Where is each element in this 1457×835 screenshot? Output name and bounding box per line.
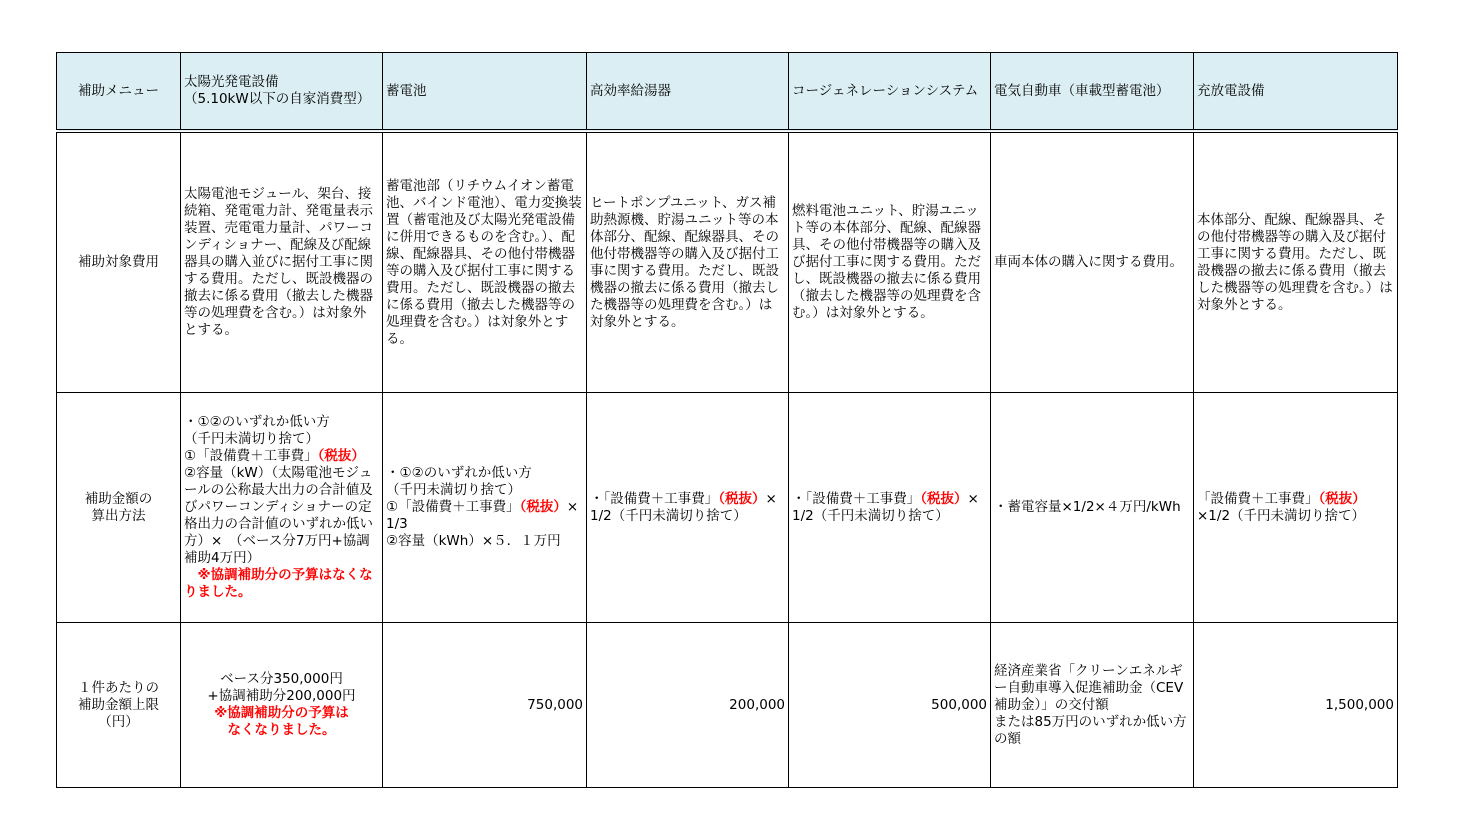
cell-max-water-heater: 200,000 [587,623,789,788]
calc-solar-p3a: ①「設備費＋工事費」 [184,448,318,464]
row-label-target-costs: 補助対象費用 [57,131,181,393]
calc-water-c: ×1/2（千円未満切り捨て） [590,490,777,524]
cell-calc-battery [383,393,587,623]
row-label-max-line2: 補助金額上限 [78,696,159,713]
table-row-target-costs [57,131,1398,393]
calc-cogen-c: ×1/2（千円未満切り捨て） [792,490,979,524]
max-solar-note1: ※協調補助分の予算は [214,705,349,721]
header-solar [181,53,383,132]
header-water-heater: 高効率給湯器 [587,53,789,132]
calc-solar-budget-note: ※協調補助分の予算はなくなりました。 [184,567,373,600]
calc-charger-a: 「設備費＋工事費」 [1197,490,1319,507]
header-row [57,53,1398,132]
calc-battery-tax-note: （税抜） [519,499,567,515]
calc-battery-p3c: ×1/3 [386,499,579,532]
header-solar-subtitle: （5.10kW以下の自家消費型） [184,91,371,107]
header-menu: 補助メニュー [57,53,181,132]
cell-target-charger: 本体部分、配線、配線器具、その他付帯機器等の購入及び据付工事に関する費用。ただし、既設機器の撤去に係る費用（撤去した機器等の処理費を含む。）は対象外とする。 [1194,131,1398,393]
calc-solar-p2: （千円未満切り捨て） [184,431,319,447]
calc-cogen-tax-note: （税抜） [920,490,968,507]
calc-charger-tax-note: （税抜） [1318,490,1366,507]
header-charger: 充放電設備 [1194,53,1398,132]
max-ev-l2: または85万円のいずれか低い方の額 [994,713,1187,747]
header-ev: 電気自動車（車載型蓄電池） [991,53,1194,132]
header-solar-title: 太陽光発電設備 [184,74,279,90]
calc-battery-p3a: ①「設備費＋工事費」 [386,499,520,515]
cell-calc-ev: ・蓄電容量×1/2×４万円/kWh [991,393,1194,623]
calc-solar-tax-note: （税抜） [317,448,365,464]
max-solar-note2: なくなりました。 [227,722,336,738]
max-solar-coop: +協調補助分200,000円 [207,688,356,704]
row-label-calc-line2: 算出方法 [91,507,146,524]
header-cogeneration: コージェネレーションシステム [789,53,991,132]
cell-target-solar: 太陽電池モジュール、架台、接続箱、発電電力計、発電量表示装置、売電電力量計、パワーコンディショナー、配線及び配線器具の購入並びに据付工事に関する費用。ただし、既設機器の撤去に係る費用（撤去した機器等の処理費を含む。）は対象外とする。 [181,131,383,393]
subsidy-table [56,52,1398,788]
cell-calc-solar [181,393,383,623]
calc-water-tax-note: （税抜） [718,490,766,507]
row-label-max-amount [57,623,181,788]
calc-water-a: ・「設備費＋工事費」 [590,490,719,507]
cell-calc-water-heater [587,393,789,623]
table-row-max-amount [57,623,1398,788]
header-battery: 蓄電池 [383,53,587,132]
calc-cogen-a: ・「設備費＋工事費」 [792,490,921,507]
cell-target-battery: 蓄電池部（リチウムイオン蓄電池、バインド電池）、電力変換装置（蓄電池及び太陽光発電設備に併用できるものを含む。）、配線、配線器具、その他付帯機器等の購入及び据付工事に関する費用。ただし、既設機器の撤去に係る費用（撤去した機器等の処理費を含む。）は対象外とする。 [383,131,587,393]
cell-max-solar [181,623,383,788]
table-row-calc-method [57,393,1398,623]
max-solar-base: ベース分350,000円 [220,671,343,687]
row-label-max-line3: （円） [98,713,139,730]
cell-max-charger: 1,500,000 [1194,623,1398,788]
max-ev-l1: 経済産業省「クリーンエネルギー自動車導入促進補助金（CEV補助金）」の交付額 [994,662,1184,713]
calc-battery-p2: （千円未満切り捨て） [386,482,521,498]
cell-target-cogeneration: 燃料電池ユニット、貯湯ユニット等の本体部分、配線、配線器具、その他付帯機器等の購入及び据付工事に関する費用。ただし、既設機器の撤去に係る費用（撤去した機器等の処理費を含む。）は対象外とする。 [789,131,991,393]
row-label-max-line1: １件あたりの [78,679,159,696]
cell-max-cogeneration: 500,000 [789,623,991,788]
cell-target-ev: 車両本体の購入に関する費用。 [991,131,1194,393]
row-label-calc-method [57,393,181,623]
cell-calc-cogeneration [789,393,991,623]
cell-max-battery: 750,000 [383,623,587,788]
calc-battery-p4: ②容量（kWh）×５．１万円 [386,533,561,549]
cell-target-water-heater: ヒートポンプユニット、ガス補助熱源機、貯湯ユニット等の本体部分、配線、配線器具、その他付帯機器等の購入及び据付工事に関する費用。ただし、既設機器の撤去に係る費用（撤去した機器等の処理費を含む。）は対象外とする。 [587,131,789,393]
calc-solar-p4: ②容量（kW）（太陽電池モジュールの公称最大出力の合計値及びパワーコンディショナーの定格出力の合計値のいずれか低い方）× （ベース分7万円+協調補助4万円） [184,465,373,566]
calc-charger-c: ×1/2（千円未満切り捨て） [1197,507,1366,524]
cell-calc-charger [1194,393,1398,623]
calc-solar-p1: ・①②のいずれか低い方 [184,414,330,430]
row-label-calc-line1: 補助金額の [84,490,153,507]
cell-max-ev [991,623,1194,788]
calc-battery-p1: ・①②のいずれか低い方 [386,465,532,481]
